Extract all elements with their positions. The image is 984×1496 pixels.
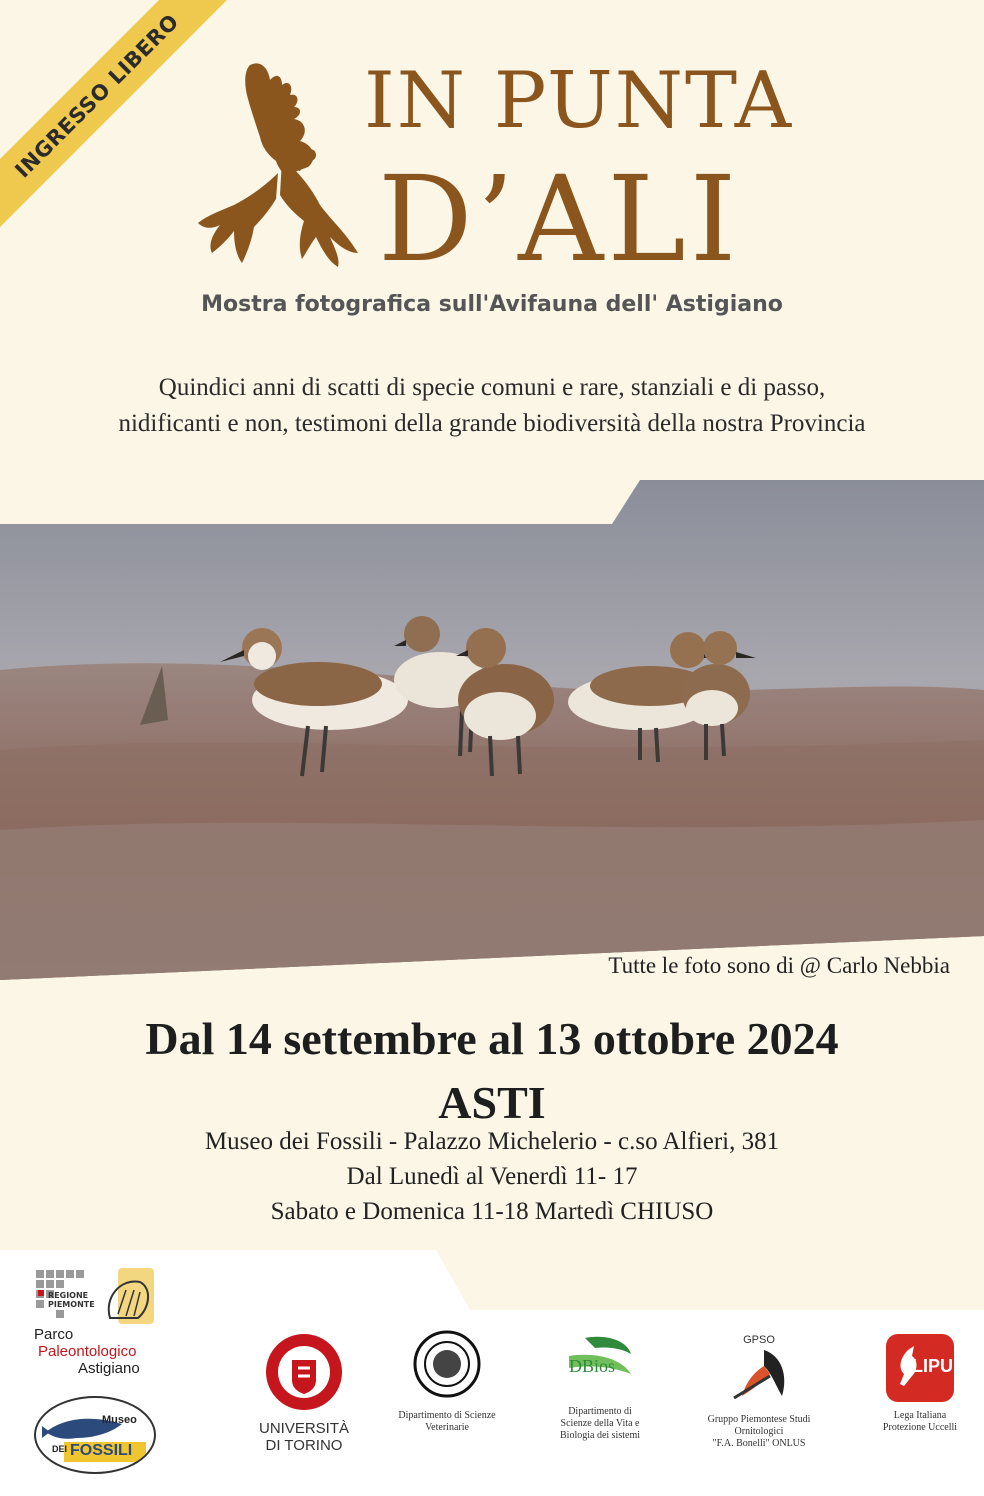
event-venue: Museo dei Fossili - Palazzo Michelerio - c.so Alfieri, 381 xyxy=(204,1128,780,1155)
museo-fossili: FOSSILI xyxy=(70,1442,133,1459)
unito-line-1: UNIVERSITÀ xyxy=(258,1420,349,1437)
veterinarie-line-2: Veterinarie xyxy=(425,1422,469,1433)
parco-line-3: Astigiano xyxy=(78,1360,140,1377)
title-line-2: D’ALI xyxy=(378,150,741,288)
unito-seal-icon xyxy=(264,1332,344,1412)
regione-piemonte-logo xyxy=(34,1268,154,1328)
dbios-text: DBios xyxy=(569,1356,616,1376)
lipu-label xyxy=(872,1410,968,1434)
gpso-bird-icon xyxy=(724,1346,794,1404)
parco-label xyxy=(34,1326,140,1377)
museo-label: Museo xyxy=(102,1414,137,1426)
description xyxy=(0,370,984,442)
event-hours-weekdays: Dal Lunedì al Venerdì 11- 17 xyxy=(346,1163,638,1190)
gpso-logo xyxy=(698,1334,820,1450)
description-line-2: nidificanti e non, testimoni della grande biodiversità della nostra Provincia xyxy=(118,410,866,437)
sandpipers-photo xyxy=(0,480,984,980)
gpso-line-3: "F.A. Bonelli" ONLUS xyxy=(712,1438,806,1449)
veterinarie-label xyxy=(388,1410,506,1434)
fish-fossil-icon xyxy=(36,1398,154,1472)
unito-logo xyxy=(258,1332,350,1454)
lipu-logo xyxy=(872,1334,968,1434)
lipu-text: LIPU xyxy=(912,1356,954,1376)
photo-credit: Tutte le foto sono di @ Carlo Nebbia xyxy=(608,953,950,978)
museo-dei: DEI xyxy=(52,1444,68,1454)
unito-line-2: DI TORINO xyxy=(265,1437,343,1454)
free-entry-label: INGRESSO LIBERO xyxy=(10,9,184,183)
lipu-line-1: Lega Italiana xyxy=(893,1410,947,1421)
dbios-logo xyxy=(545,1334,655,1442)
museo-fossili-logo xyxy=(34,1396,156,1474)
gpso-line-2: Ornitologici xyxy=(734,1426,784,1437)
flying-bird-icon xyxy=(190,55,365,270)
description-line-1: Quindici anni di scatti di specie comuni e rare, stanziali e di passo, xyxy=(158,374,826,401)
lipu-mark xyxy=(886,1334,954,1402)
dbios-label xyxy=(545,1406,655,1442)
veterinarie-logo xyxy=(388,1330,506,1434)
dbios-line-1: Dipartimento di xyxy=(568,1406,632,1417)
event-city: ASTI xyxy=(438,1077,546,1128)
regione-line-1: REGIONE xyxy=(48,1291,89,1300)
lipu-line-2: Protezione Uccelli xyxy=(882,1422,958,1433)
gpso-mark: GPSO xyxy=(743,1334,775,1346)
unito-label xyxy=(258,1420,350,1454)
dbios-line-2: Scienze della Vita e xyxy=(560,1418,640,1429)
title-line-1: IN PUNTA xyxy=(364,56,794,146)
gpso-label xyxy=(698,1414,820,1450)
parco-line-2: Paleontologico xyxy=(38,1343,137,1360)
regione-line-2: PIEMONTE xyxy=(48,1300,95,1309)
regione-label xyxy=(48,1291,95,1309)
dbios-mark xyxy=(565,1334,635,1394)
veterinarie-line-1: Dipartimento di Scienze xyxy=(398,1410,496,1421)
subtitle: Mostra fotografica sull'Avifauna dell' Astigiano xyxy=(201,292,783,317)
dbios-line-3: Biologia dei sistemi xyxy=(560,1430,640,1441)
veterinarie-seal-icon xyxy=(413,1330,481,1398)
gpso-line-1: Gruppo Piemontese Studi xyxy=(707,1414,811,1425)
event-dates: Dal 14 settembre al 13 ottobre 2024 xyxy=(145,1013,839,1064)
parco-line-1: Parco xyxy=(34,1326,74,1343)
event-hours-weekend: Sabato e Domenica 11-18 Martedì CHIUSO xyxy=(270,1198,714,1225)
